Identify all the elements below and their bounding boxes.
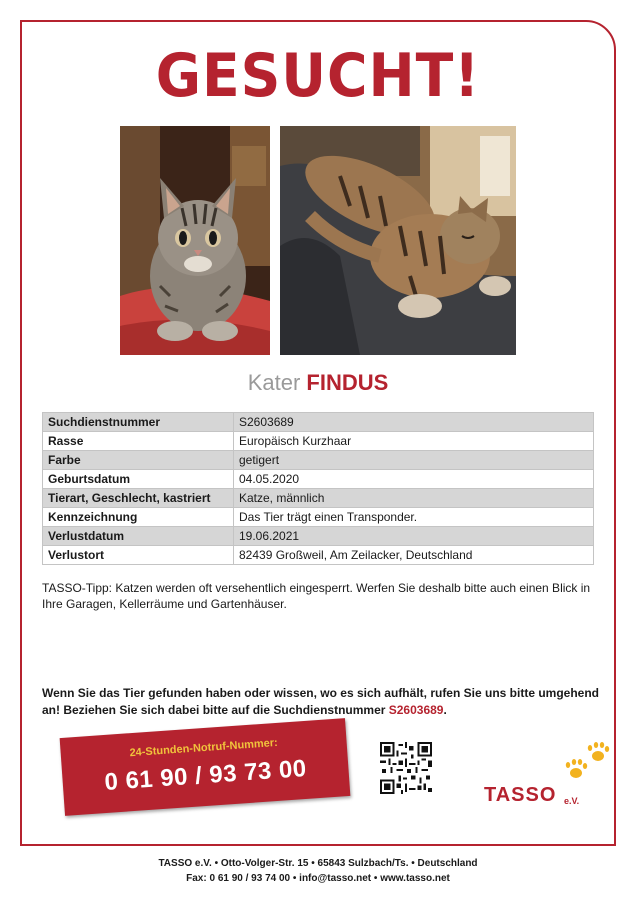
qr-code[interactable] bbox=[380, 742, 432, 794]
row-label: Verlustort bbox=[43, 546, 234, 565]
row-value: getigert bbox=[234, 451, 594, 470]
table-row bbox=[43, 413, 594, 432]
table-row bbox=[43, 489, 594, 508]
footer-address: TASSO e.V. • Otto-Volger-Str. 15 • 65843 Sulzbach/Ts. • Deutschland bbox=[158, 858, 478, 869]
hotline-label: 24-Stunden-Notruf-Nummer: bbox=[129, 736, 279, 760]
row-label: Geburtsdatum bbox=[43, 470, 234, 489]
row-value: Katze, männlich bbox=[234, 489, 594, 508]
callout-text: Wenn Sie das Tier gefunden haben oder wissen, wo es sich aufhält, rufen Sie uns bitte umgehend an! Beziehen Sie sich dabei bitte auf die Suchdienstnummer bbox=[42, 686, 599, 717]
row-label: Farbe bbox=[43, 451, 234, 470]
table-row bbox=[43, 432, 594, 451]
callout-reference-number: S2603689 bbox=[388, 703, 444, 717]
details-table bbox=[42, 412, 594, 565]
table-row bbox=[43, 508, 594, 527]
table-row bbox=[43, 470, 594, 489]
contact-callout bbox=[42, 685, 602, 719]
footer bbox=[0, 856, 636, 886]
row-value: Das Tier trägt einen Transponder. bbox=[234, 508, 594, 527]
cat-photo-portrait bbox=[120, 126, 270, 355]
row-value: 04.05.2020 bbox=[234, 470, 594, 489]
row-value: S2603689 bbox=[234, 413, 594, 432]
row-value: 82439 Großweil, Am Zeilacker, Deutschland bbox=[234, 546, 594, 565]
cat-photo-sleeping bbox=[280, 126, 516, 355]
tasso-logo bbox=[478, 740, 613, 810]
row-label: Verlustdatum bbox=[43, 527, 234, 546]
footer-contact: Fax: 0 61 90 / 93 74 00 • info@tasso.net • www.tasso.net bbox=[186, 873, 450, 884]
row-value: Europäisch Kurzhaar bbox=[234, 432, 594, 451]
row-label: Tierart, Geschlecht, kastriert bbox=[43, 489, 234, 508]
row-label: Suchdienstnummer bbox=[43, 413, 234, 432]
pet-name-line bbox=[0, 368, 636, 398]
row-label: Kennzeichnung bbox=[43, 508, 234, 527]
row-label: Rasse bbox=[43, 432, 234, 451]
callout-end: . bbox=[443, 703, 447, 717]
row-value: 19.06.2021 bbox=[234, 527, 594, 546]
table-row bbox=[43, 451, 594, 470]
paw-icon bbox=[478, 740, 613, 790]
table-row bbox=[43, 546, 594, 565]
page-title: GESUCHT! bbox=[155, 41, 481, 111]
table-row bbox=[43, 527, 594, 546]
pet-type: Kater bbox=[247, 370, 301, 395]
logo-suffix: e.V. bbox=[564, 796, 580, 806]
pet-name: FINDUS bbox=[306, 370, 389, 395]
tasso-tip: TASSO-Tipp: Katzen werden oft versehentlich eingesperrt. Werfen Sie deshalb bitte auch einen Blick in Ihre Garagen, Kellerräume und Gartenhäuser. bbox=[42, 581, 591, 611]
logo-name: TASSO bbox=[484, 784, 557, 806]
hotline-number[interactable]: 0 61 90 / 93 73 00 bbox=[103, 754, 308, 797]
